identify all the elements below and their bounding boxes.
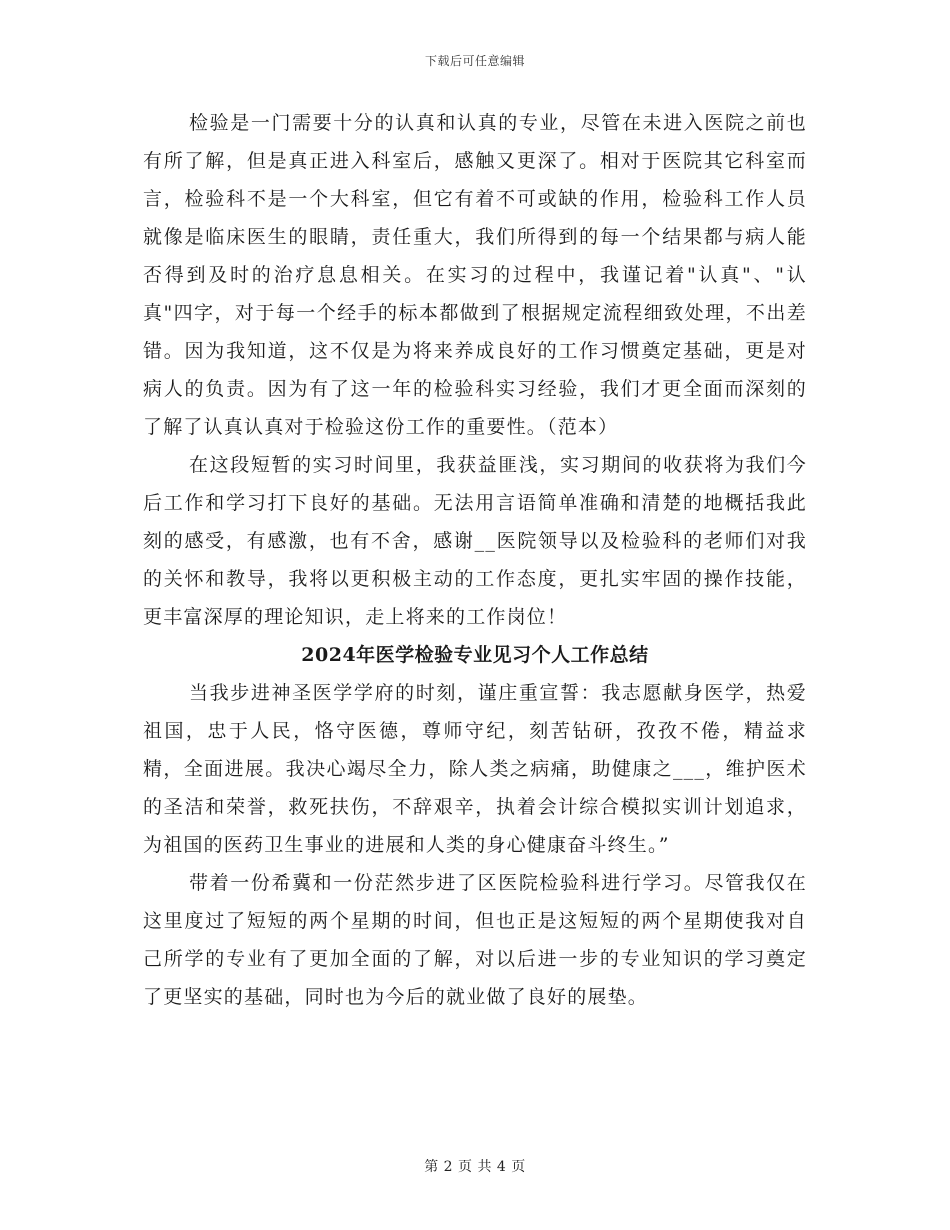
document-body [143, 104, 807, 1016]
paragraph-1: 检验是一门需要十分的认真和认真的专业，尽管在未进入医院之前也有所了解，但是真正进入科室后，感触又更深了。相对于医院其它科室而言，检验科不是一个大科室，但它有着不可或缺的作用，检验科工作人员就像是临床医生的眼睛，责任重大，我们所得到的每一个结果都与病人能否得到及时的治疗息息相关。在实习的过程中，我谨记着"认真"、"认真"四字，对于每一个经手的标本都做到了根据规定流程细致处理，不出差错。因为我知道，这不仅是为将来养成良好的工作习惯奠定基础，更是对病人的负责。因为有了这一年的检验科实习经验，我们才更全面而深刻的了解了认真认真对于检验这份工作的重要性。（范本） [143, 112, 807, 438]
page-number: 第 2 页 共 4 页 [424, 1159, 526, 1175]
section-title: 2024年医学检验专业见习个人工作总结 [301, 644, 649, 666]
paragraph-4: 带着一份希冀和一份茫然步进了区医院检验科进行学习。尽管我仅在这里度过了短短的两个星期的时间，但也正是这短短的两个星期使我对自己所学的专业有了更加全面的了解，对以后进一步的专业知识的学习奠定了更坚实的基础，同时也为今后的就业做了良好的展垫。 [143, 872, 807, 1008]
paragraph-2: 在这段短暂的实习时间里，我获益匪浅，实习期间的收获将为我们今后工作和学习打下良好的基础。无法用言语简单准确和清楚的地概括我此刻的感受，有感激，也有不舍，感谢__医院领导以及检验科的老师们对我的关怀和教导，我将以更积极主动的工作态度，更扎实牢固的操作技能，更丰富深厚的理论知识，走上将来的工作岗位！ [143, 454, 807, 628]
paragraph-3: 当我步进神圣医学学府的时刻，谨庄重宣誓：我志愿献身医学，热爱祖国，忠于人民，恪守医德，尊师守纪，刻苦钻研，孜孜不倦，精益求精，全面进展。我决心竭尽全力，除人类之病痛，助健康之___，维护医术的圣洁和荣誉，救死扶伤，不辞艰辛，执着会计综合模拟实训计划追求，为祖国的医药卫生事业的进展和人类的身心健康奋斗终生。” [143, 682, 807, 856]
header-note: 下载后可任意编辑 [424, 54, 525, 68]
